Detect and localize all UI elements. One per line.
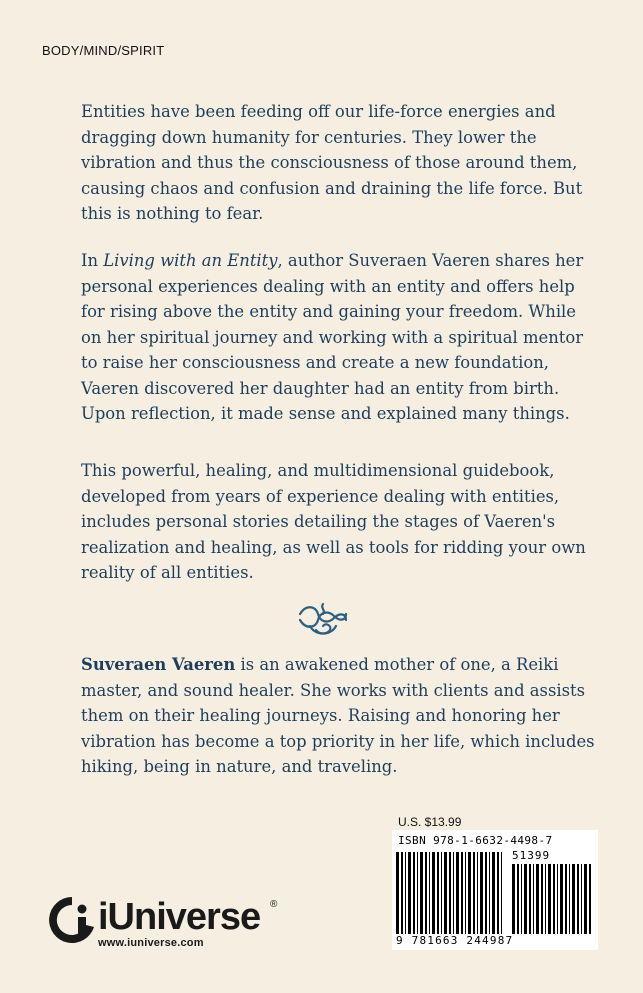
blurb-p2-body: , author Suveraen Vaeren shares her personal experiences dealing with an entity and offers help for rising above the entity and gaining your freedom. While on her spiritual journey and working with a spiritual mentor to raise her consciousness and create a new foundation, Vaeren discovered her daughter had an entity from birth. Upon reflection, it made sense and explained many things. xyxy=(81,251,584,423)
author-bio xyxy=(81,652,596,780)
registered-mark: ® xyxy=(270,899,278,910)
book-title: Living with an Entity xyxy=(103,251,278,270)
blurb-paragraph-3: This powerful, healing, and multidimensional guidebook, developed from years of experience dealing with entities, includes personal stories detailing the stages of Vaeren's realization and healing, as well as tools for ridding your own reality of all entities. xyxy=(81,461,586,582)
price-label: U.S. $13.99 xyxy=(398,815,462,829)
blurb-paragraph-2 xyxy=(81,248,596,427)
category-label: BODY/MIND/SPIRIT xyxy=(42,43,165,58)
ean-digits: 9 781663 244987 xyxy=(396,934,514,947)
barcode xyxy=(392,830,598,950)
barcode-addon-bars xyxy=(512,864,594,934)
author-name: Suveraen Vaeren xyxy=(81,655,236,674)
blurb-paragraph-1: Entities have been feeding off our life-force energies and dragging down humanity for centuries. They lower the vibration and thus the consciousness of those around them, causing chaos and confusion and draining the life force. But this is nothing to fear. xyxy=(81,102,583,223)
isbn-label: ISBN 978-1-6632-4498-7 xyxy=(398,834,553,847)
publisher-name: iUniverse xyxy=(98,896,261,938)
author-bio-text: is an awakened mother of one, a Reiki master, and sound healer. She works with clients and assists them on their healing journeys. Raising and honoring her vibration has become a top priority in her life, which includes hiking, being in nature, and traveling. xyxy=(81,655,595,776)
blurb-p2-prefix: In xyxy=(81,251,104,270)
publisher-url: www.iuniverse.com xyxy=(98,937,204,949)
barcode-addon-digits: 51399 xyxy=(512,849,551,862)
publisher-logo xyxy=(42,893,292,953)
iuniverse-logo-icon xyxy=(42,893,102,945)
flourish-ornament-icon xyxy=(296,600,350,640)
barcode-main-bars xyxy=(396,852,506,934)
